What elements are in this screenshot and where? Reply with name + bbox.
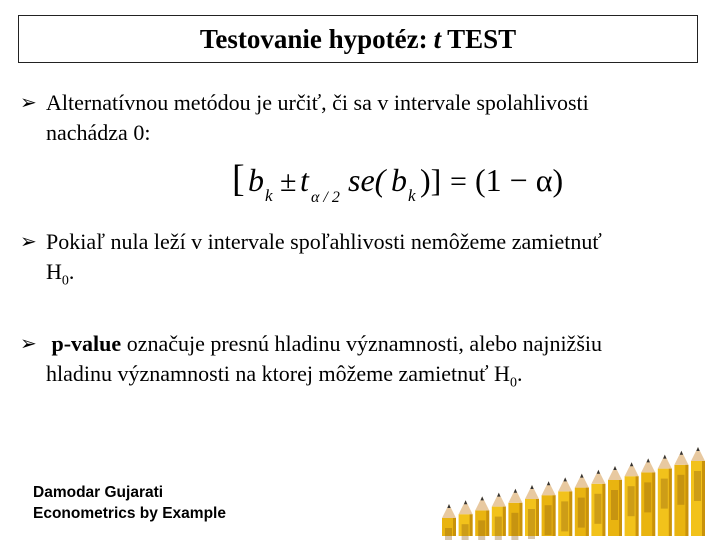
slide-title <box>18 15 698 63</box>
pencil-icon <box>442 504 456 540</box>
formula-alpha-half: α / 2 <box>311 189 340 206</box>
bullet-2-line-2 <box>46 257 710 296</box>
pencil-icon <box>674 451 688 536</box>
book-title: Econometrics by Example <box>33 505 226 522</box>
formula-k-sub-inner: k <box>408 186 416 205</box>
formula-open-bracket: [ <box>232 158 245 200</box>
pencil-icon <box>508 489 522 540</box>
title-prefix: Testovanie hypotéz: <box>199 23 428 54</box>
pencil-icon <box>475 496 489 540</box>
h-letter: H <box>46 259 62 284</box>
book-author: Damodar Gujarati <box>33 484 164 501</box>
pencil-icon <box>691 447 705 536</box>
period: . <box>68 259 75 284</box>
bullet-2 <box>20 227 710 296</box>
book-reference <box>33 482 226 524</box>
pencil-icon <box>542 481 556 536</box>
bullet-3 <box>20 329 710 398</box>
pencil-icon <box>492 493 506 540</box>
bullet-3-rest: označuje presnú hladinu významnosti, alebo najnižšiu <box>121 331 602 356</box>
arrow-bullet-icon: ➢ <box>20 231 37 253</box>
arrow-bullet-icon: ➢ <box>20 333 37 355</box>
pencil-icon <box>608 466 622 536</box>
confidence-interval-formula <box>232 155 564 211</box>
pencil-icon <box>625 462 639 536</box>
p-value-term: p-value <box>51 331 122 356</box>
bullet-3-line-2 <box>46 359 710 398</box>
pencil-icon <box>658 455 672 536</box>
formula-se: se( <box>348 162 386 198</box>
formula-plus-minus: ± <box>280 165 297 198</box>
bullet-3-line-1 <box>46 329 710 359</box>
pencil-icon <box>591 470 605 536</box>
h-subscript: 0 <box>509 375 517 391</box>
bullet-1 <box>20 88 710 148</box>
pencils-image <box>436 436 706 536</box>
pencil-icon <box>525 485 539 539</box>
arrow-bullet-icon: ➢ <box>20 92 37 114</box>
pencil-icon <box>459 500 473 540</box>
title-italic-t: t <box>433 23 442 54</box>
pencil-icon <box>641 458 655 536</box>
pencil-icon <box>558 477 572 536</box>
period: . <box>516 361 523 386</box>
formula-b-inner: b <box>391 162 407 198</box>
pencil-icon <box>575 474 589 536</box>
bullet-1-line-2: nachádza 0: <box>46 120 151 145</box>
formula-t: t <box>300 162 309 198</box>
title-suffix: TEST <box>447 23 517 54</box>
formula-close: )] <box>420 162 442 198</box>
formula-rhs: (1 − α) <box>475 162 564 198</box>
formula-b: b <box>248 162 264 198</box>
bullet-1-line-1: Alternatívnou metódou je určiť, či sa v intervale spolahlivosti <box>46 90 589 115</box>
bullet-3-line-2-text: hladinu významnosti na ktorej môžeme zamietnuť H <box>46 361 510 386</box>
formula-k-sub: k <box>265 186 273 205</box>
h-subscript: 0 <box>61 273 69 289</box>
formula-equals: = <box>450 165 467 198</box>
bullet-2-line-1: Pokiaľ nula leží v intervale spoľahlivosti nemôžeme zamietnuť <box>46 229 602 254</box>
